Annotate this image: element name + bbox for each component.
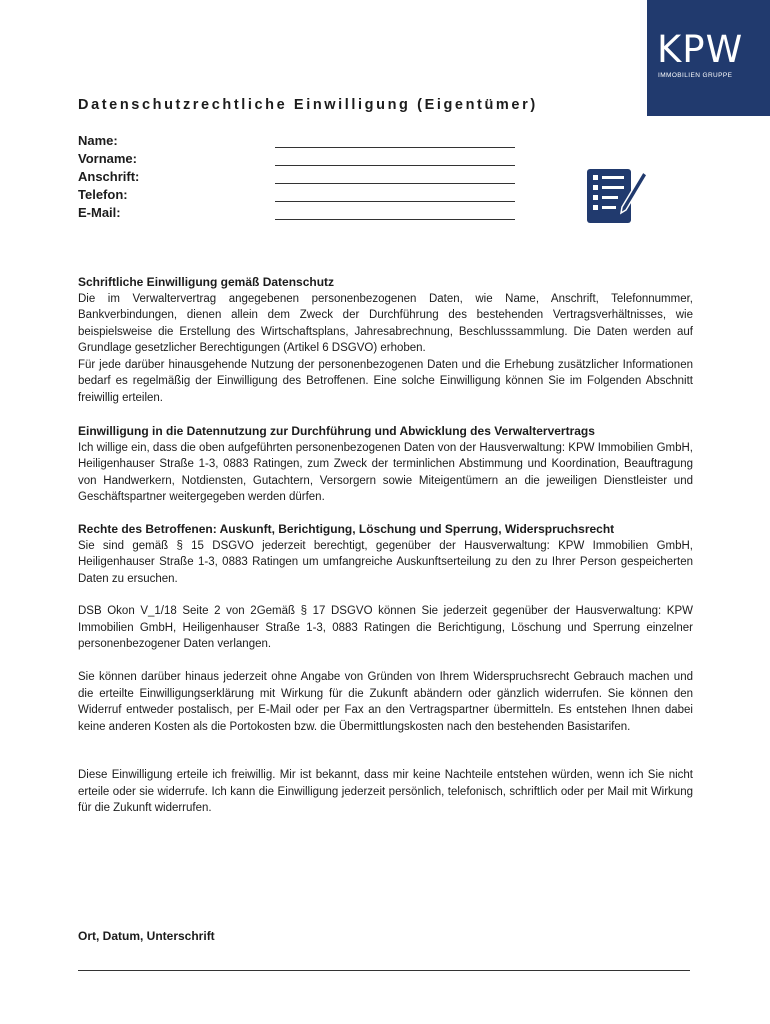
signature-label: Ort, Datum, Unterschrift bbox=[78, 929, 215, 943]
paragraph: Diese Einwilligung erteile ich freiwillig. Mir ist bekannt, dass mir keine Nachteile entstehen würden, wenn ich Sie nicht erteile oder sie widerrufe. Ich kann die Einwilligung jederzeit persönlich, telefonisch, schriftlich oder per Mail mit Wirkung für die Zukunft widerrufen. bbox=[78, 769, 693, 814]
logo-subtitle: IMMOBILIEN GRUPPE bbox=[658, 72, 733, 79]
section-consent bbox=[78, 274, 693, 406]
field-label-anschrift: Anschrift: bbox=[78, 169, 140, 184]
page-title: Datenschutzrechtliche Einwilligung (Eigentümer) bbox=[78, 97, 538, 113]
paragraph-voluntary bbox=[78, 767, 693, 817]
paragraph: Ich willige ein, dass die oben aufgeführten personenbezogenen Daten von der Hausverwaltung: KPW Immobilien GmbH, Heiligenhauser Straße 1-3, 0883 Ratingen, zum Zweck der terminlichen Abstimmung und Koordination, Beauftragung von Handwerkern, Notdiensten, Gutachtern, Versorgern sowie Miteigentümern an die jeweiligen Dienstleister und Geschäftspartner weitergegeben werden dürfen. bbox=[78, 441, 693, 503]
field-label-email: E-Mail: bbox=[78, 205, 121, 220]
field-label-name: Name: bbox=[78, 133, 118, 148]
field-line-telefon[interactable] bbox=[275, 201, 515, 202]
document-checklist-icon bbox=[583, 166, 651, 228]
paragraph: Für jede darüber hinausgehende Nutzung der personenbezogenen Daten und die Erhebung zusätzlicher Informationen bedarf es regelmäßig der Einwilligung des Betroffenen. Eine solche Einwilligung können Sie im Folgenden Abschnitt freiwillig erteilen. bbox=[78, 358, 693, 404]
section-rights bbox=[78, 521, 693, 587]
section-heading: Schriftliche Einwilligung gemäß Datenschutz bbox=[78, 275, 335, 289]
paragraph: DSB Okon V_1/18 Seite 2 von 2Gemäß § 17 DSGVO können Sie jederzeit gegenüber der Hausverwaltung: KPW Immobilien GmbH, Heiligenhauser Straße 1-3, 0883 Ratingen die Berichtigung, Löschung und Sperrung einzelner personenbezogener Daten verlangen. bbox=[78, 605, 693, 650]
section-heading: Rechte des Betroffenen: Auskunft, Berichtigung, Löschung und Sperrung, Widerspruchsrecht bbox=[78, 522, 615, 536]
paragraph-objection bbox=[78, 669, 693, 735]
field-label-vorname: Vorname: bbox=[78, 151, 137, 166]
field-label-telefon: Telefon: bbox=[78, 187, 128, 202]
paragraph: Sie können darüber hinaus jederzeit ohne Angabe von Gründen von Ihrem Widerspruchsrecht Gebrauch machen und die erteilte Einwilligungserklärung mit Wirkung für die Zukunft abändern oder gänzlich widerrufen. Sie können den Widerruf entweder postalisch, per E-Mail oder per Fax an den Vertragspartner übermitteln. Es entstehen Ihnen dabei keine anderen Kosten als die Portokosten bzw. die Übermittlungskosten nach den bestehenden Basistarifen. bbox=[78, 671, 693, 733]
paragraph: Die im Verwaltervertrag angegebenen personenbezogenen Daten, wie Name, Anschrift, Telefonnummer, Bankverbindungen, dienen allein dem Zweck der Durchführung des bestehenden Vertragsverhältnisses, wie beispielsweise die Erstellung des Wirtschaftsplans, Jahresabrechnung, Beschlusssammlung. Die Daten werden auf Grundlage gesetzlicher Berechtigungen (Artikel 6 DSGVO) erhoben. bbox=[78, 292, 693, 354]
company-logo bbox=[647, 0, 770, 116]
section-heading: Einwilligung in die Datennutzung zur Durchführung und Abwicklung des Verwaltervertrags bbox=[78, 424, 595, 438]
field-line-anschrift[interactable] bbox=[275, 183, 515, 184]
field-line-name[interactable] bbox=[275, 147, 515, 148]
field-line-email[interactable] bbox=[275, 219, 515, 220]
field-line-vorname[interactable] bbox=[275, 165, 515, 166]
logo-wordmark: KPW bbox=[657, 28, 744, 71]
signature-line[interactable] bbox=[78, 970, 690, 971]
section-data-usage bbox=[78, 423, 693, 506]
paragraph: Sie sind gemäß § 15 DSGVO jederzeit berechtigt, gegenüber der Hausverwaltung: KPW Immobilien GmbH, Heiligenhauser Straße 1-3, 0883 Ratingen um umfangreiche Auskunftserteilung zu den zu Ihrer Person gespeicherten Daten zu ersuchen. bbox=[78, 539, 693, 585]
paragraph-correction bbox=[78, 603, 693, 653]
